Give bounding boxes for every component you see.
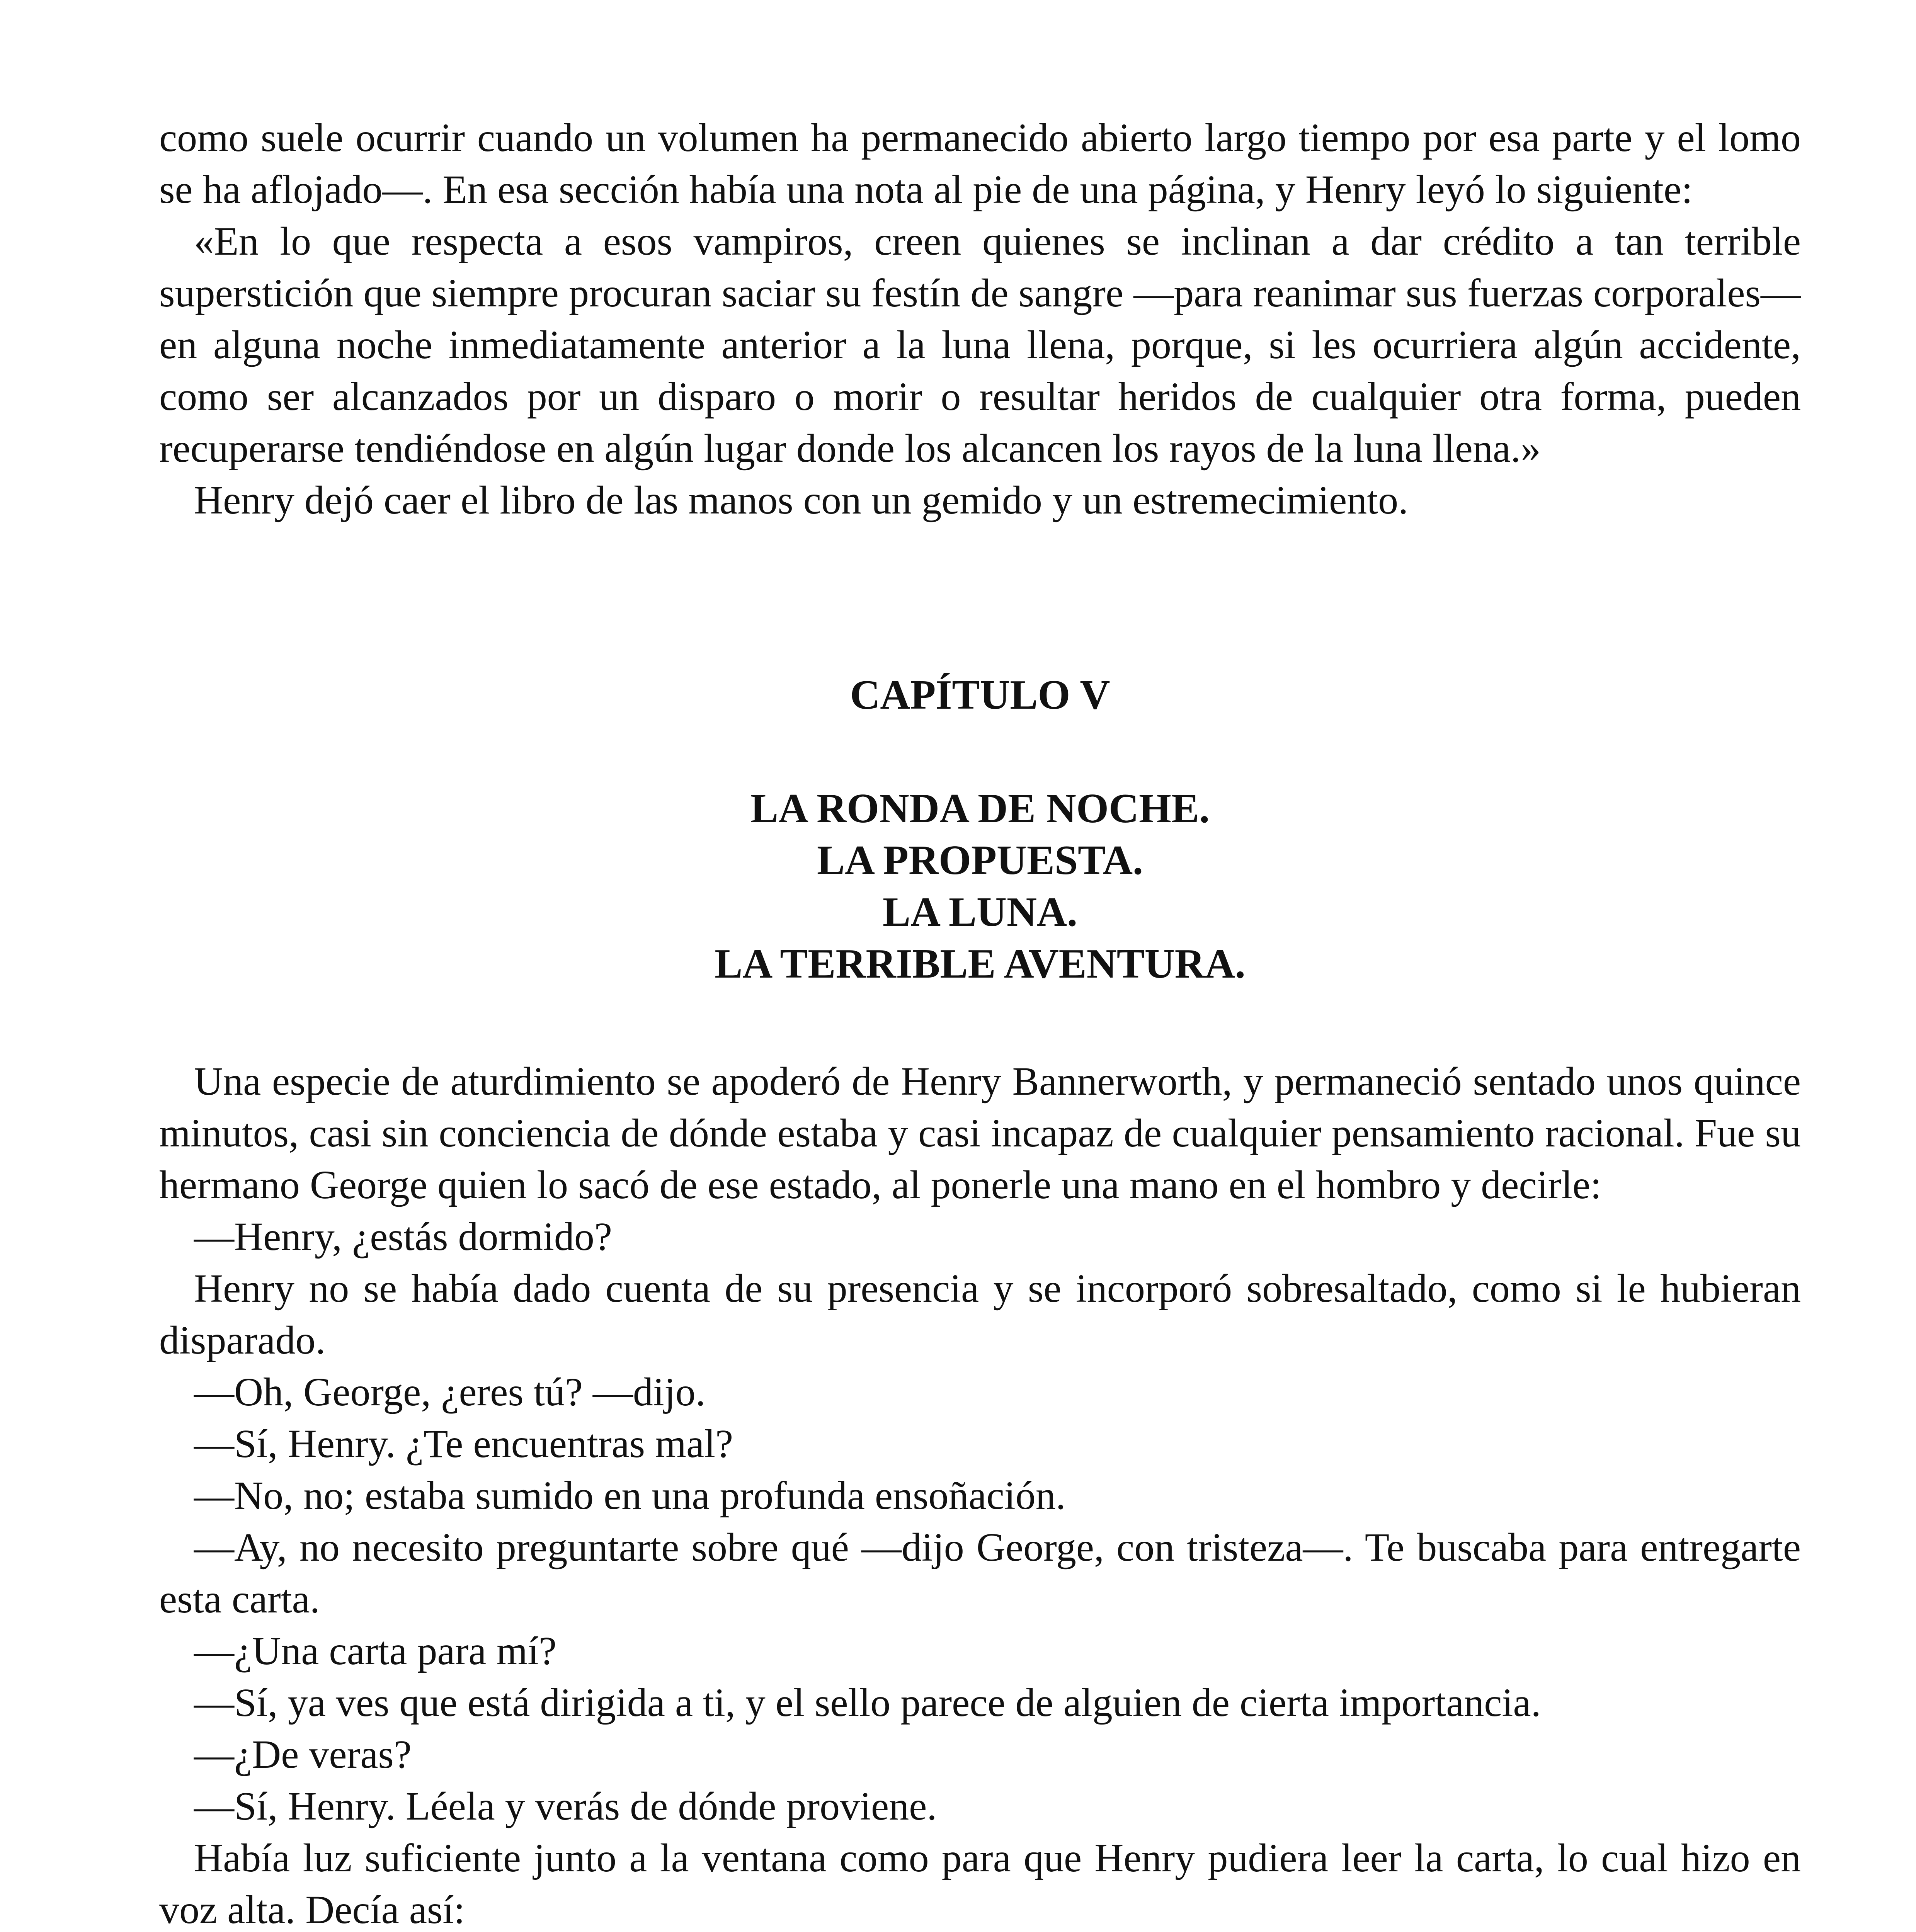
- dialogue-line: —Henry, ¿estás dormido?: [194, 1214, 613, 1259]
- quoted-paragraph: «En lo que respecta a esos vampiros, creen quienes se inclinan a dar crédito a tan terrible superstición que siempre procuran saciar su festín de sangre —para reanimar sus fuerzas corporales— en alguna noche inmediatamente anterior a la luna llena, porque, si les ocurriera algún accidente, como ser alcanzados por un disparo o morir o resultar heridos de cualquier otra forma, pueden recuperarse tendiéndose en algún lugar donde los alcancen los rayos de la luna llena.»: [159, 219, 1801, 471]
- chapter-subtitle: LA RONDA DE NOCHE.: [750, 786, 1210, 832]
- chapter-subtitle: LA TERRIBLE AVENTURA.: [715, 941, 1246, 987]
- paragraph: Henry no se había dado cuenta de su presencia y se incorporó sobresaltado, como si le hubieran disparado.: [159, 1266, 1801, 1362]
- paragraph: Una especie de aturdimiento se apoderó de Henry Bannerworth, y permaneció sentado unos quince minutos, casi sin conciencia de dónde estaba y casi incapaz de cualquier pensamiento racional. Fue su hermano George quien lo sacó de ese estado, al ponerle una mano en el hombro y decirle:: [159, 1059, 1801, 1207]
- paragraph: como suele ocurrir cuando un volumen ha permanecido abierto largo tiempo por esa parte y el lomo se ha aflojado—. En esa sección había una nota al pie de una página, y Henry leyó lo siguiente:: [159, 116, 1801, 212]
- chapter-body: [159, 1056, 1801, 1932]
- dialogue-line: —¿Una carta para mí?: [194, 1629, 557, 1673]
- dialogue-line: —Oh, George, ¿eres tú? —dijo.: [194, 1370, 706, 1414]
- chapter-title: CAPÍTULO V: [850, 672, 1110, 718]
- chapter-subtitle: LA PROPUESTA.: [817, 837, 1143, 883]
- chapter-subtitle: LA LUNA.: [882, 889, 1078, 935]
- page-content: [159, 112, 1801, 1932]
- dialogue-line: —¿De veras?: [194, 1732, 412, 1777]
- paragraph: Había luz suficiente junto a la ventana como para que Henry pudiera leer la carta, lo cual hizo en voz alta. Decía así:: [159, 1836, 1801, 1932]
- dialogue-line: —Ay, no necesito preguntarte sobre qué —dijo George, con tristeza—. Te buscaba para entregarte esta carta.: [159, 1525, 1801, 1621]
- chapter-subtitles: [159, 783, 1801, 990]
- dialogue-line: —No, no; estaba sumido en una profunda ensoñación.: [194, 1473, 1066, 1518]
- paragraph: Henry dejó caer el libro de las manos con un gemido y un estremecimiento.: [194, 478, 1409, 522]
- dialogue-line: —Sí, ya ves que está dirigida a ti, y el sello parece de alguien de cierta importancia.: [194, 1680, 1541, 1725]
- dialogue-line: —Sí, Henry. ¿Te encuentras mal?: [194, 1422, 733, 1466]
- dialogue-line: —Sí, Henry. Léela y verás de dónde proviene.: [194, 1784, 937, 1828]
